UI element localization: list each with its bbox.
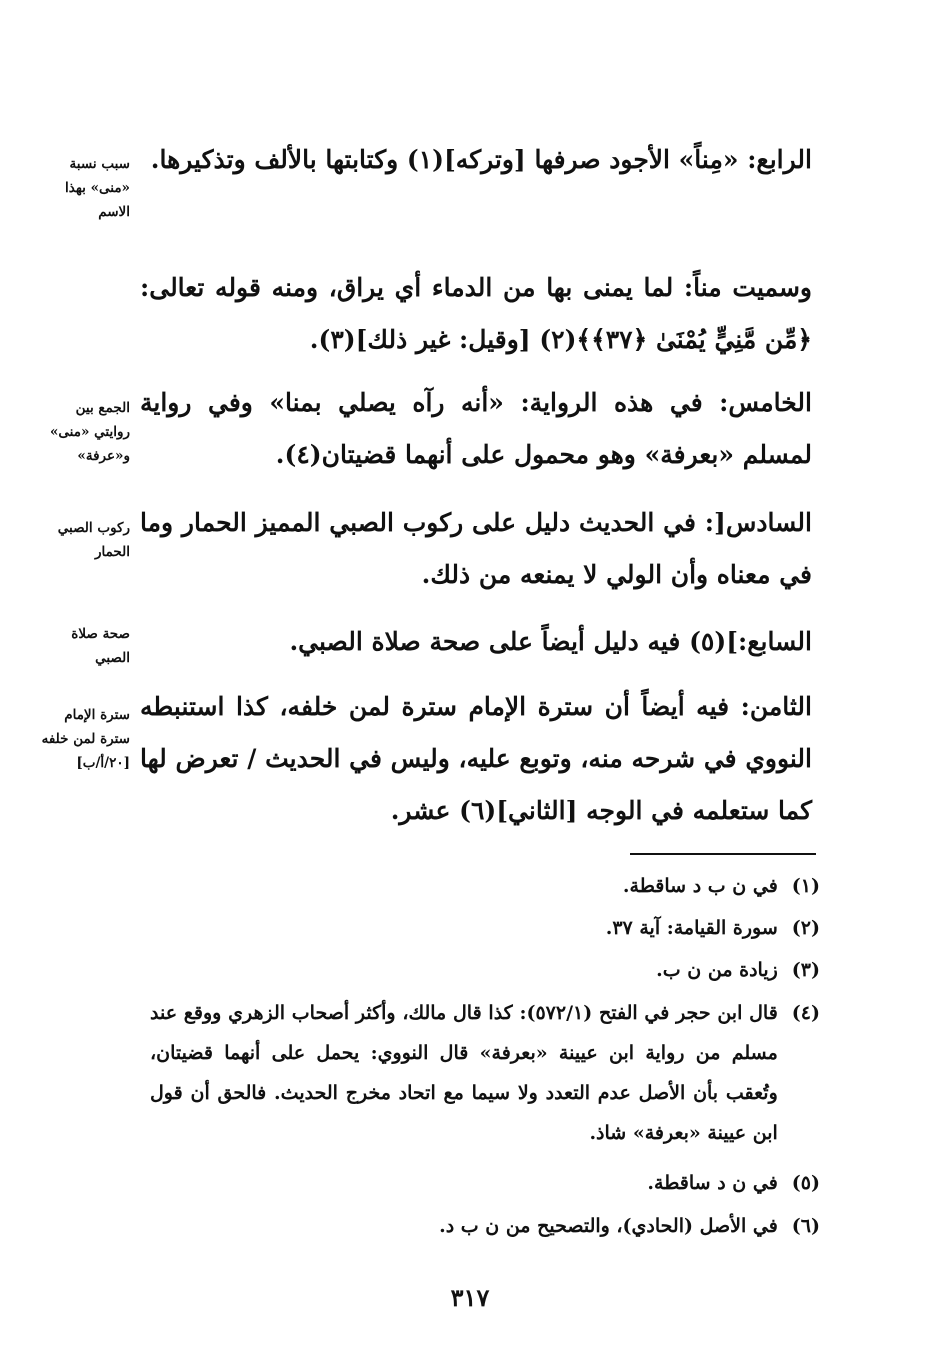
footnote-text: سورة القيامة: آية ٣٧.	[605, 917, 778, 939]
footnote-5	[150, 1163, 820, 1203]
margin-note-line: سبب نسبة	[69, 156, 130, 172]
margin-note-mina-naming	[22, 152, 130, 224]
footnote-number: (٥)	[791, 1172, 820, 1194]
margin-note-line: و«عرفة»	[77, 448, 130, 464]
margin-note-line: صحة صلاة	[71, 626, 130, 642]
paragraph-fifth: الخامس: في هذه الرواية: «أنه رآه يصلي بمنا» وفي رواية لمسلم «بعرفة» وهو محمول على أنهما قضيتان(٤).	[140, 388, 812, 469]
paragraph-naming: وسميت مناً: لما يمنى بها من الدماء أي يراق، ومنه قوله تعالى: ﴿مِّن مَّنِيٍّ يُمْنَىٰ ﴿٣٧﴾﴾(٢) [وقيل: غير ذلك](٣).	[140, 273, 812, 354]
footnote-text: في ن د ساقطة.	[647, 1172, 778, 1194]
footnote-3	[150, 950, 820, 990]
footnote-number: (١)	[791, 875, 820, 897]
margin-note-line: سترة الإمام	[64, 707, 130, 723]
margin-note-line: الجمع بين	[75, 400, 130, 416]
footnote-6	[150, 1206, 820, 1246]
footnote-4	[150, 993, 820, 1153]
footnote-separator	[630, 853, 816, 855]
margin-note-reconciliation	[22, 396, 130, 468]
paragraph-fourth: الرابع: «مِناً» الأجود صرفها [وتركه](١) وكتابتها بالألف وتذكيرها.	[150, 145, 812, 174]
footnote-number: (٢)	[791, 917, 820, 939]
margin-note-child-riding	[22, 516, 130, 564]
footnote-text: في ن ب د ساقطة.	[622, 875, 778, 897]
paragraph-eighth: الثامن: فيه أيضاً أن سترة الإمام سترة لمن خلفه، كذا استنبطه النووي في شرحه منه، وتوبع عليه، وليس في الحديث / تعرض لها كما ستعلمه في الوجه [الثاني](٦) عشر.	[140, 692, 812, 825]
margin-note-imam-sutra	[22, 703, 130, 775]
footnote-number: (٦)	[791, 1215, 820, 1237]
paragraph-seventh: السابع:](٥) فيه دليل أيضاً على صحة صلاة الصبي.	[289, 627, 812, 656]
margin-note-line: [٢٠/أ/ب]	[76, 755, 130, 771]
footnote-text: في الأصل (الحادي)، والتصحيح من ن ب د.	[439, 1215, 778, 1237]
margin-note-line: الصبي	[95, 650, 130, 666]
footnote-text: زيادة من ن ب.	[656, 959, 778, 981]
margin-note-line: الاسم	[98, 204, 130, 220]
margin-note-line: ركوب الصبي	[57, 520, 130, 536]
margin-note-line: سترة لمن خلفه	[41, 731, 130, 747]
margin-note-child-prayer	[22, 622, 130, 670]
footnote-number: (٣)	[791, 959, 820, 981]
page-number: ٣١٧	[450, 1283, 490, 1312]
footnote-number: (٤)	[791, 1002, 820, 1024]
paragraph-sixth: السادس[: في الحديث دليل على ركوب الصبي المميز الحمار وما في معناه وأن الولي لا يمنعه من ذلك.	[140, 508, 812, 589]
margin-note-line: روايتي «منى»	[49, 424, 130, 440]
footnote-text: قال ابن حجر في الفتح (٥٧٢/١): كذا قال مالك، وأكثر أصحاب الزهري ووقع عند مسلم من رواية ابن عيينة «بعرفة» قال النووي: يحمل على أنهما قضيتان، وتُعقب بأن الأصل عدم التعدد ولا سيما مع اتحاد مخرج الحديث. فالحق أن قول ابن عيينة «بعرفة» شاذ.	[150, 1002, 778, 1144]
margin-note-line: الحمار	[94, 544, 130, 560]
footnote-2	[150, 908, 820, 948]
footnote-1	[150, 866, 820, 906]
margin-note-line: «منى» بهذا	[65, 180, 130, 196]
